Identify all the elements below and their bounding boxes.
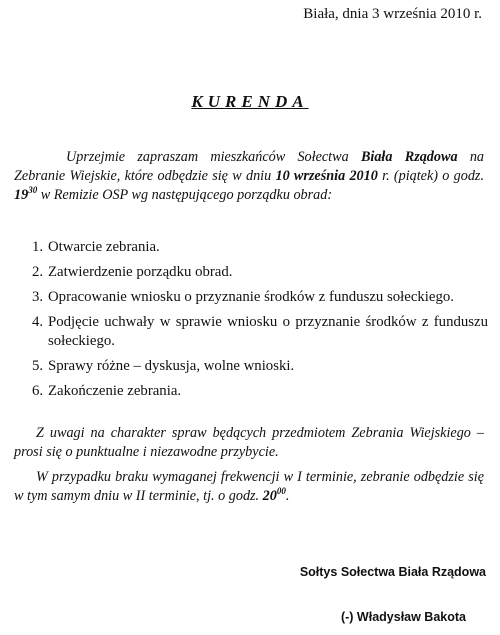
agenda-item-text: Zakończenie zebrania. [48, 383, 182, 399]
punctuality-note: Z uwagi na charakter spraw będących przedmiotem Zebrania Wiejskiego – prosi się o punktualne i niezawodne przybycie. [14, 425, 484, 460]
second-term-text: W przypadku braku wymaganej frekwencji w I terminie, zebranie odbędzie się w tym samym dniu w II terminie, tj. o godz. [14, 469, 484, 504]
agenda-item-number: 1. [32, 239, 44, 255]
second-term-note [14, 468, 484, 506]
agenda-item [32, 288, 488, 307]
agenda-item-text: Otwarcie zebrania. [48, 239, 160, 255]
meeting-hour-value: 19 [14, 187, 29, 203]
agenda-item [32, 313, 488, 351]
document-title [0, 92, 500, 112]
agenda-item-text: Opracowanie wniosku o przyznanie środków z funduszu sołeckiego. [48, 289, 454, 305]
signature-title: Sołtys Sołectwa Biała Rządowa [299, 565, 486, 579]
second-term-minutes: 00 [276, 486, 286, 496]
meeting-minutes: 30 [28, 185, 38, 195]
second-term-hour [263, 488, 286, 504]
title-text: KURENDA [191, 92, 309, 111]
meeting-hour [14, 187, 37, 203]
agenda-item-number: 5. [32, 358, 44, 374]
intro-text-4: w Remizie OSP wg następującego porządku obrad: [37, 187, 333, 203]
meeting-date: 10 września 2010 [275, 168, 378, 184]
notes-section [14, 424, 484, 512]
agenda-item-text: Sprawy różne – dyskusja, wolne wnioski. [48, 358, 295, 374]
village-name: Biała Rządowa [360, 149, 458, 165]
agenda-item [32, 238, 488, 257]
agenda-item-text: Podjęcie uchwały w sprawie wniosku o przyznanie środków z funduszu sołeckiego. [48, 314, 488, 349]
agenda-item-text: Zatwierdzenie porządku obrad. [48, 264, 233, 280]
agenda-item-number: 4. [32, 314, 44, 330]
intro-text-1: Uprzejmie zapraszam mieszkańców Sołectwa [66, 149, 361, 165]
agenda-item [32, 357, 488, 376]
document-date: Biała, dnia 3 września 2010 r. [303, 6, 482, 22]
agenda-item-number: 2. [32, 264, 44, 280]
agenda-item [32, 263, 488, 282]
second-term-hour-value: 20 [262, 488, 277, 504]
agenda-item [32, 382, 488, 401]
intro-text-2: na Zebranie Wiejskie, które odbędzie się w dniu [14, 149, 485, 184]
second-term-end: . [285, 488, 290, 504]
agenda-item-number: 6. [32, 383, 44, 399]
signer-name: (-) Władysław Bakota [340, 610, 466, 624]
agenda-list [32, 238, 488, 407]
intro-text-3: r. (piątek) o godz. [377, 168, 484, 184]
agenda-item-number: 3. [32, 289, 44, 305]
invitation-paragraph [14, 148, 484, 205]
